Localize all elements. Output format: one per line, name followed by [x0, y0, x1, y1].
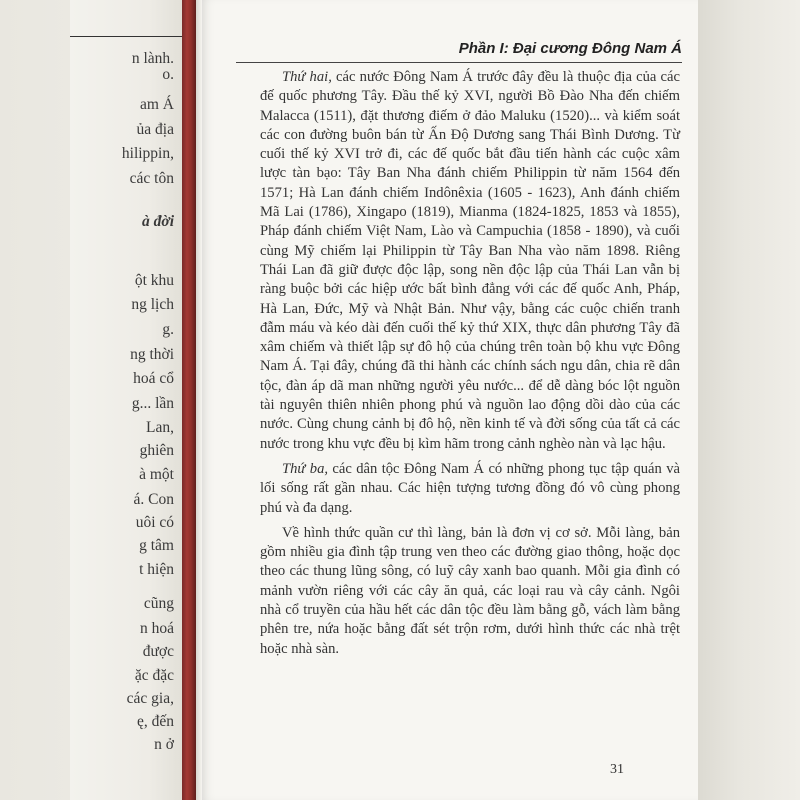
previous-page-line: ng thời [130, 346, 174, 363]
previous-page-line: am Á [139, 96, 174, 113]
body-text [260, 68, 680, 665]
previous-page-line: cũng [143, 595, 174, 612]
previous-page-line: hilippin, [121, 145, 174, 162]
page-number: 31 [610, 762, 624, 777]
previous-page-line: các tôn [129, 170, 174, 187]
page-stack-edge [698, 0, 800, 800]
paragraph-text: Về hình thức quần cư thì làng, bản là đơn vị cơ sở. Mỗi làng, bản gồm nhiều gia đình tập trung ven theo các đường giao thông, hoặc dọc theo các thung lũng sông, có luỹ cây xanh bao quanh. Mỗi gia đình có mảnh vườn riêng với các cây ăn quả, các loại rau và cây cảnh. Ngôi nhà cổ truyền của hầu hết các dân tộc đều làm bằng gỗ, vách làm bằng phên tre, nứa hoặc bằng đất sét trộn rơm, dưới hình thức các nhà trệt hoặc nhà sàn. [260, 524, 680, 657]
paragraph-text: các dân tộc Đông Nam Á có những phong tục tập quán và lối sống rất gần nhau. Các hiện tượng tương đồng đó vô cùng phong phú và đa dạng. [260, 460, 680, 516]
previous-page-line: o. [162, 66, 174, 83]
previous-page-line: ột khu [134, 272, 174, 289]
previous-page-line: n lành. [131, 50, 174, 67]
previous-page-line: à đời [142, 213, 174, 230]
previous-page-line: á. Con [133, 491, 174, 508]
previous-page-header-rule [70, 36, 182, 37]
previous-page-line: g... lần [131, 395, 174, 412]
book-page [202, 0, 698, 800]
previous-page-line: ủa địa [136, 121, 174, 138]
paragraph-text: các nước Đông Nam Á trước đây đều là thuộc địa của các đế quốc phương Tây. Đầu thế kỷ XVI, người Bồ Đào Nha đến chiếm Malacca (1511), đặt thương điếm ở đảo Maluku (1520)... và kiểm soát các con đường buôn bán từ Ấn Độ Dương sang Thái Bình Dương. Từ cuối thế kỷ XVI trở đi, các đế quốc bắt đầu tiến hành các cuộc xâm lược tàn bạo: Tây Ban Nha đánh chiếm Philippin từ năm 1564 đến 1571; Hà Lan đánh chiếm Indônêxia (1605 - 1623), Anh đánh chiếm Mã Lai (1786), Xingapo (1819), Mianma (1824-1825, 1853 và 1855), Pháp đánh chiếm Việt Nam, Lào và Campuchia (1858 - 1890), và cuối cùng Mỹ chiếm lại Philippin từ Tây Ban Nha vào năm 1898. Riêng Thái Lan đã giữ được độc lập, song nền độc lập của Thái Lan vẫn bị ràng buộc bởi các hiệp ước bất bình đẳng với các đế quốc Anh, Pháp, Hà Lan, Đức, Mỹ và Nhật Bản. Như vậy, bằng các cuộc chiến tranh đẫm máu và kéo dài đến cuối thế kỷ thứ XIX, thực dân phương Tây đã xâm chiếm và thiết lập sự đô hộ của chúng trên toàn bộ khu vực Đông Nam Á. Tại đây, chúng đã thi hành các chính sách ngu dân, chia rẽ dân tộc, đàn áp dã man những người yêu nước... để dễ dàng bóc lột nguồn tài nguyên thiên nhiên phong phú và nguồn lao động dồi dào của các nước. Cùng chung cảnh bị đô hộ, nền kinh tế và đời sống của tất cả các nước trong khu vực đều bị kìm hãm trong cảnh nghèo nàn và lạc hậu. [260, 69, 680, 452]
previous-page-line: g. [162, 321, 174, 338]
previous-page-line: ghiên [139, 442, 174, 459]
previous-page-line: ặc đặc [134, 667, 174, 684]
previous-page-line: các gia, [126, 690, 174, 707]
previous-page-line: ng lịch [131, 296, 174, 313]
previous-page-line: hoá cổ [133, 370, 174, 387]
previous-page-line: à một [139, 466, 174, 483]
previous-page-line: t hiện [139, 561, 174, 578]
paragraph [260, 68, 680, 454]
previous-page-line: n ở [154, 736, 174, 753]
previous-page-line: được [142, 643, 174, 660]
previous-page-line: g tâm [139, 537, 174, 554]
running-header: Phần I: Đại cương Đông Nam Á [458, 40, 682, 57]
previous-page-line: ę, đến [136, 713, 174, 730]
previous-page [70, 0, 182, 800]
paragraph [260, 460, 680, 518]
paragraph [260, 524, 680, 659]
header-rule [236, 62, 682, 63]
book-spine [182, 0, 196, 800]
previous-page-line: uôi có [135, 514, 174, 531]
paragraph-lead: Thứ hai, [282, 69, 332, 85]
previous-page-line: Lan, [146, 419, 174, 436]
paragraph-lead: Thứ ba, [282, 460, 329, 477]
previous-page-line: n hoá [139, 620, 174, 637]
